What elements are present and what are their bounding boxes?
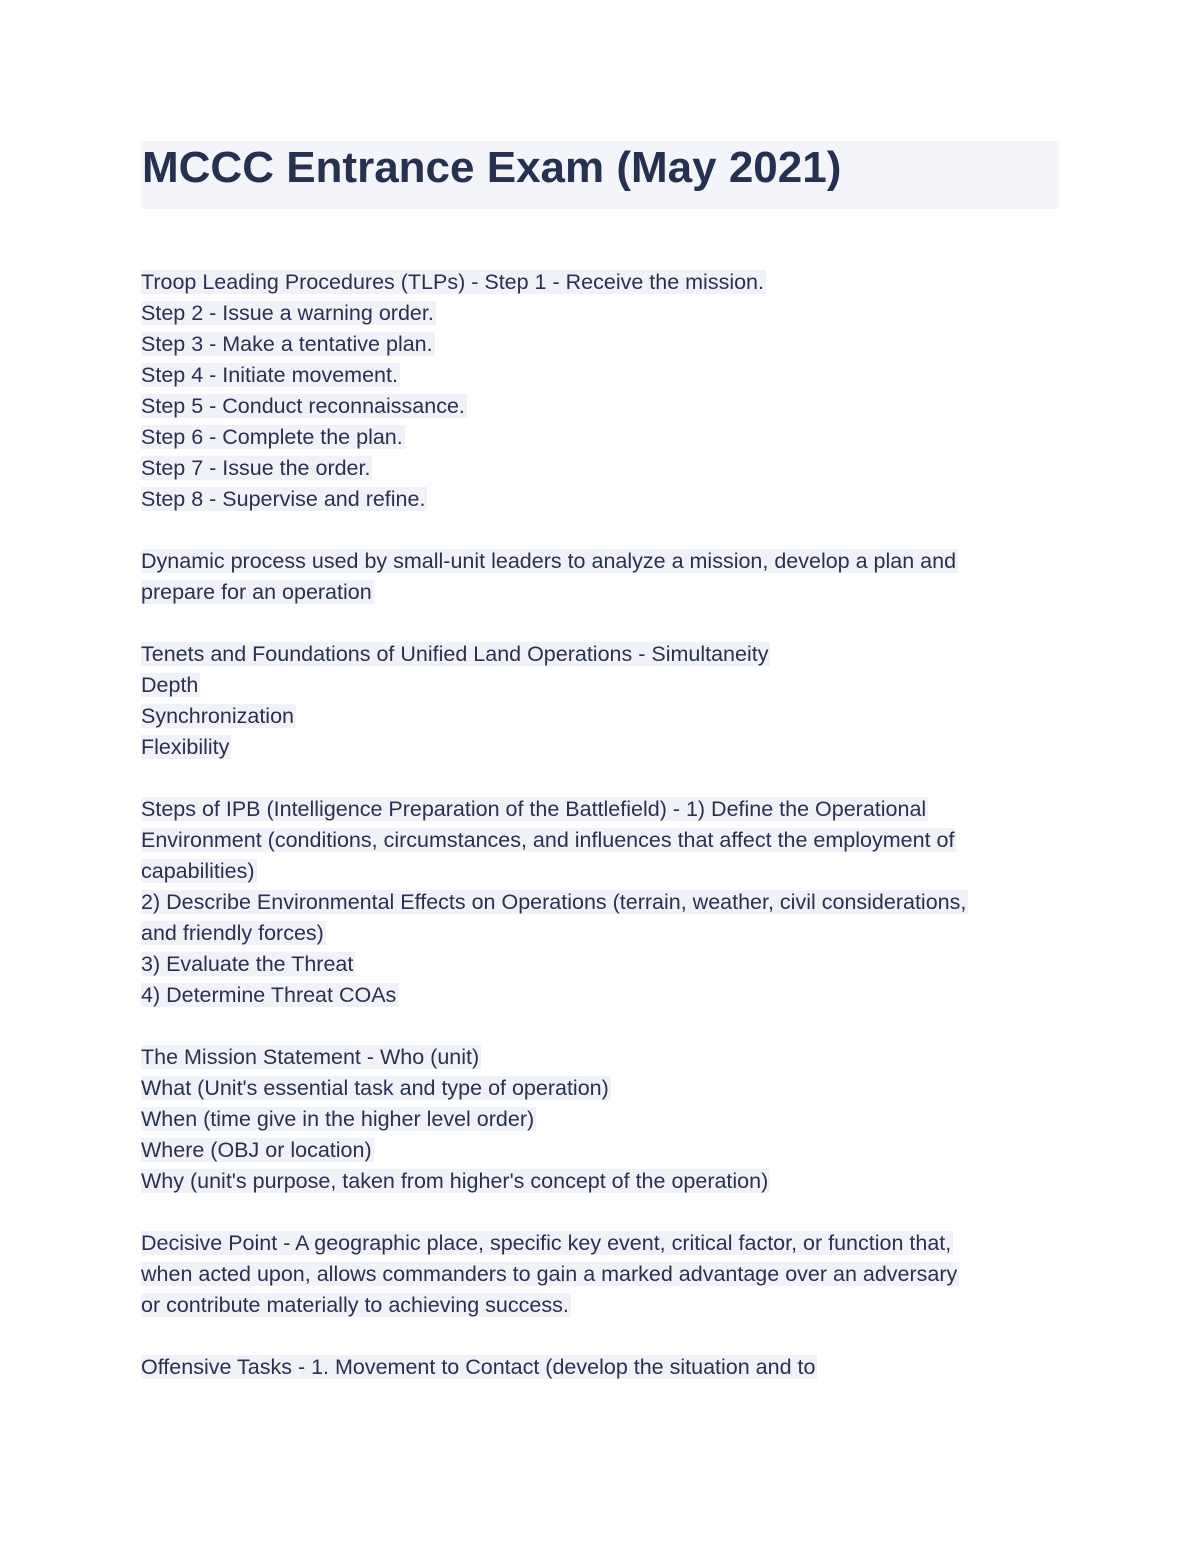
text-line: when acted upon, allows commanders to gain a marked advantage over an adversary bbox=[141, 1262, 958, 1286]
text-line: Synchronization bbox=[141, 704, 294, 728]
section-mission-statement bbox=[141, 1042, 1061, 1197]
text-line: and friendly forces) bbox=[141, 921, 324, 945]
section-tenets bbox=[141, 639, 1061, 763]
text-line: capabilities) bbox=[141, 859, 255, 883]
text-line: Where (OBJ or location) bbox=[141, 1138, 372, 1162]
text-line: Step 6 - Complete the plan. bbox=[141, 425, 403, 449]
text-line: Depth bbox=[141, 673, 199, 697]
text-line: 3) Evaluate the Threat bbox=[141, 952, 354, 976]
text-line: Steps of IPB (Intelligence Preparation of the Battlefield) - 1) Define the Operational bbox=[141, 797, 927, 821]
paragraph-gap bbox=[141, 1321, 1061, 1352]
section-troop-leading-procedures bbox=[141, 267, 1061, 515]
text-line: Flexibility bbox=[141, 735, 230, 759]
text-line: Environment (conditions, circumstances, and influences that affect the employment of bbox=[141, 828, 955, 852]
text-line: Offensive Tasks - 1. Movement to Contact (develop the situation and to bbox=[141, 1355, 816, 1379]
text-line: What (Unit's essential task and type of operation) bbox=[141, 1076, 609, 1100]
text-line: Step 3 - Make a tentative plan. bbox=[141, 332, 433, 356]
text-line: Step 2 - Issue a warning order. bbox=[141, 301, 434, 325]
text-line: prepare for an operation bbox=[141, 580, 372, 604]
text-line: Step 7 - Issue the order. bbox=[141, 456, 371, 480]
paragraph-gap bbox=[141, 1197, 1061, 1228]
page-title: MCCC Entrance Exam (May 2021) bbox=[142, 143, 842, 192]
text-line: or contribute materially to achieving success. bbox=[141, 1293, 569, 1317]
text-line: Step 8 - Supervise and refine. bbox=[141, 487, 426, 511]
text-line: Step 5 - Conduct reconnaissance. bbox=[141, 394, 465, 418]
text-line: Why (unit's purpose, taken from higher's concept of the operation) bbox=[141, 1169, 769, 1193]
text-line: Decisive Point - A geographic place, specific key event, critical factor, or function that, bbox=[141, 1231, 952, 1255]
text-line: Tenets and Foundations of Unified Land Operations - Simultaneity bbox=[141, 642, 769, 666]
paragraph-gap bbox=[141, 1011, 1061, 1042]
text-line: 4) Determine Threat COAs bbox=[141, 983, 397, 1007]
text-line: Dynamic process used by small-unit leaders to analyze a mission, develop a plan and bbox=[141, 549, 957, 573]
text-line: 2) Describe Environmental Effects on Operations (terrain, weather, civil considerations, bbox=[141, 890, 967, 914]
text-line: Step 4 - Initiate movement. bbox=[141, 363, 398, 387]
paragraph-gap bbox=[141, 515, 1061, 546]
paragraph-gap bbox=[141, 763, 1061, 794]
text-line: When (time give in the higher level order) bbox=[141, 1107, 535, 1131]
section-offensive-tasks bbox=[141, 1352, 1061, 1383]
section-decisive-point bbox=[141, 1228, 1061, 1321]
paragraph-gap bbox=[141, 608, 1061, 639]
text-line: The Mission Statement - Who (unit) bbox=[141, 1045, 480, 1069]
section-ipb-steps bbox=[141, 794, 1061, 1011]
document-body bbox=[141, 267, 1061, 1383]
section-dynamic-process bbox=[141, 546, 1061, 608]
text-line: Troop Leading Procedures (TLPs) - Step 1 - Receive the mission. bbox=[141, 270, 764, 294]
